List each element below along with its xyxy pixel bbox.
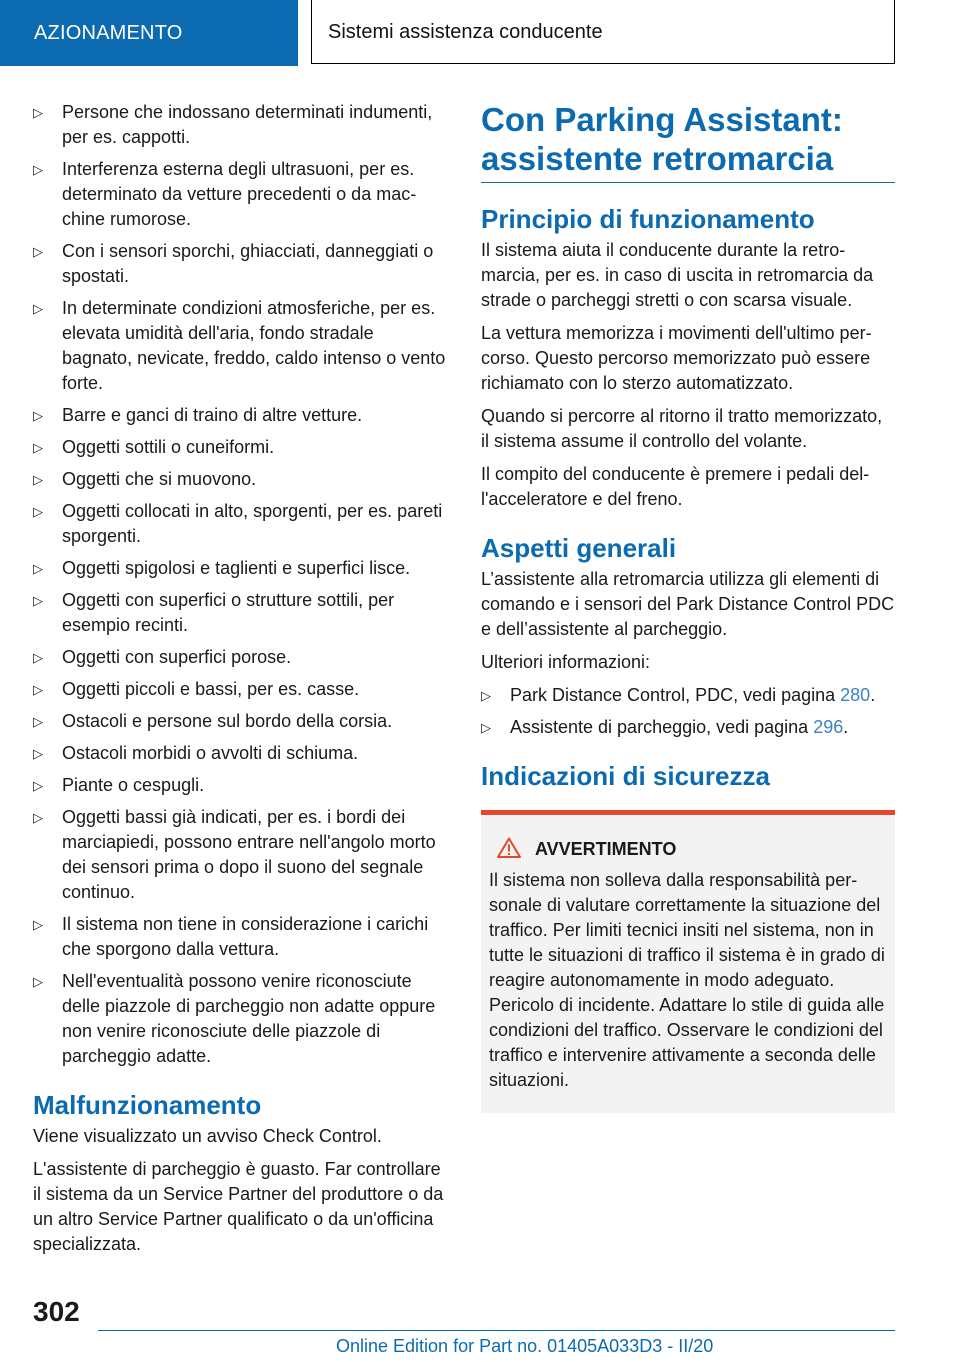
triangle-bullet-icon: ▷ [481, 688, 491, 703]
list-item: ▷ Oggetti con superfici porose. [33, 645, 448, 670]
triangle-bullet-icon: ▷ [33, 504, 43, 519]
triangle-bullet-icon: ▷ [33, 810, 43, 825]
list-item: ▷ Interferenza esterna degli ultrasuoni, per es. determinato da vetture precedenti o da macchine rumorose. [33, 159, 417, 229]
list-item: ▷ Nell'eventualità possono venire riconosciute delle piazzole di parcheggio non adatte oppure non venire riconosciute delle piazzole di parcheggio adatte. [33, 971, 436, 1066]
triangle-bullet-icon: ▷ [481, 720, 491, 735]
principle-paragraph: Il sistema aiuta il conducente durante la retromarcia, per es. in caso di uscita in retromarcia da strade o parcheggi stretti o con scarsa visuale. [481, 240, 874, 310]
list-item: ▷ Oggetti con superfici o strutture sottili, per esempio recinti. [33, 590, 395, 635]
triangle-bullet-icon: ▷ [33, 440, 43, 455]
triangle-bullet-icon: ▷ [33, 650, 43, 665]
reference-list [481, 683, 895, 740]
right-column [481, 100, 895, 1113]
page-header [0, 0, 960, 66]
list-item: ▷ Assistente di parcheggio, vedi pagina 296. [481, 715, 895, 740]
malfunction-paragraph: L'assistente di parcheggio è guasto. Far controllare il sistema da un Service Partner del produttore o da un altro Service Partner qualificato o da un'officina specializzata. [33, 1159, 444, 1254]
principle-paragraph: Quando si percorre al ritorno il tratto memorizzato, il sistema assume il controllo del volante. [481, 406, 883, 451]
list-item: ▷ In determinate condizioni atmosferiche, per es. elevata umidità dell'aria, fondo stradale bagnato, nevicate, freddo, caldo intenso o vento forte. [33, 298, 446, 393]
left-column [33, 100, 448, 1265]
triangle-bullet-icon: ▷ [33, 162, 43, 177]
list-item: ▷ Oggetti sottili o cuneiformi. [33, 435, 448, 460]
page-link[interactable]: 296 [813, 717, 844, 737]
malfunction-paragraph: Viene visualizzato un avviso Check Control. [33, 1126, 382, 1146]
list-item: ▷ Oggetti che si muovono. [33, 467, 448, 492]
general-paragraph: Ulteriori informazioni: [481, 652, 651, 672]
warning-title: AVVERTIMENTO [489, 837, 887, 864]
triangle-bullet-icon: ▷ [33, 714, 43, 729]
limitations-list [33, 100, 448, 1069]
list-item: ▷ Park Distance Control, PDC, vedi pagina 280. [481, 683, 895, 708]
triangle-bullet-icon: ▷ [33, 561, 43, 576]
general-heading: Aspetti generali [481, 533, 677, 563]
malfunction-heading: Malfunzionamento [33, 1090, 262, 1120]
principle-paragraph: Il compito del conducente è premere i pedali dell'acceleratore e del freno. [481, 464, 870, 509]
warning-text: Il sistema non solleva dalla responsabilità personale di valutare correttamente la situazione del traffico. Per limiti tecnici insiti nel sistema, non in tutte le situazioni di traffico il sistema è in grado di reagire autonomamente in modo adeguato. Pericolo di incidente. Adattare lo stile di guida alle condizioni del traffico. Osservare le condizioni del traffico e intervenire attivamente a seconda delle situazioni. [489, 870, 885, 1090]
edition-note: Online Edition for Part no. 01405A033D3 - II/20 [336, 1336, 714, 1356]
triangle-bullet-icon: ▷ [33, 682, 43, 697]
principle-paragraph: La vettura memorizza i movimenti dell'ultimo percorso. Questo percorso memorizzato può essere richiamato con lo sterzo automatizzato. [481, 323, 872, 393]
list-item: ▷ Oggetti collocati in alto, sporgenti, per es. pareti sporgenti. [33, 501, 443, 546]
triangle-bullet-icon: ▷ [33, 301, 43, 316]
triangle-bullet-icon: ▷ [33, 917, 43, 932]
triangle-bullet-icon: ▷ [33, 593, 43, 608]
footer-divider [98, 1330, 895, 1331]
general-paragraph: L’assistente alla retromarcia utilizza gli elementi di comando e i sensori del Park Distance Control PDC e dell’assistente al parcheggio. [481, 569, 895, 639]
chapter-title: Sistemi assistenza conducente [311, 0, 895, 64]
triangle-bullet-icon: ▷ [33, 105, 43, 120]
list-item: ▷ Ostacoli e persone sul bordo della corsia. [33, 709, 448, 734]
list-item: ▷ Il sistema non tiene in considerazione i carichi che sporgono dalla vettura. [33, 914, 429, 959]
list-item: ▷ Oggetti bassi già indicati, per es. i bordi dei marciapiedi, possono entrare nell'angolo morto dei sensori prima o dopo il suono del segnale continuo. [33, 807, 436, 902]
list-item: ▷ Piante o cespugli. [33, 773, 448, 798]
triangle-bullet-icon: ▷ [33, 472, 43, 487]
triangle-bullet-icon: ▷ [33, 244, 43, 259]
list-item: ▷ Persone che indossano determinati indumenti, per es. cappotti. [33, 102, 433, 147]
triangle-bullet-icon: ▷ [33, 746, 43, 761]
page-title: Con Parking Assistant: assistente retromarcia [481, 100, 895, 183]
safety-heading: Indicazioni di sicurezza [481, 761, 770, 791]
principle-heading: Principio di funzionamento [481, 204, 815, 234]
page-number: 302 [33, 1296, 80, 1327]
list-item: ▷ Oggetti spigolosi e taglienti e superfici lisce. [33, 556, 448, 581]
warning-box [481, 810, 895, 1113]
section-tab: AZIONAMENTO [0, 0, 298, 66]
list-item: ▷ Oggetti piccoli e bassi, per es. casse. [33, 677, 448, 702]
list-item: ▷ Con i sensori sporchi, ghiacciati, danneggiati o spostati. [33, 241, 434, 286]
page-link[interactable]: 280 [840, 685, 871, 705]
warning-triangle-icon [497, 837, 521, 864]
triangle-bullet-icon: ▷ [33, 778, 43, 793]
triangle-bullet-icon: ▷ [33, 408, 43, 423]
list-item: ▷ Ostacoli morbidi o avvolti di schiuma. [33, 741, 448, 766]
triangle-bullet-icon: ▷ [33, 974, 43, 989]
list-item: ▷ Barre e ganci di traino di altre vetture. [33, 403, 448, 428]
